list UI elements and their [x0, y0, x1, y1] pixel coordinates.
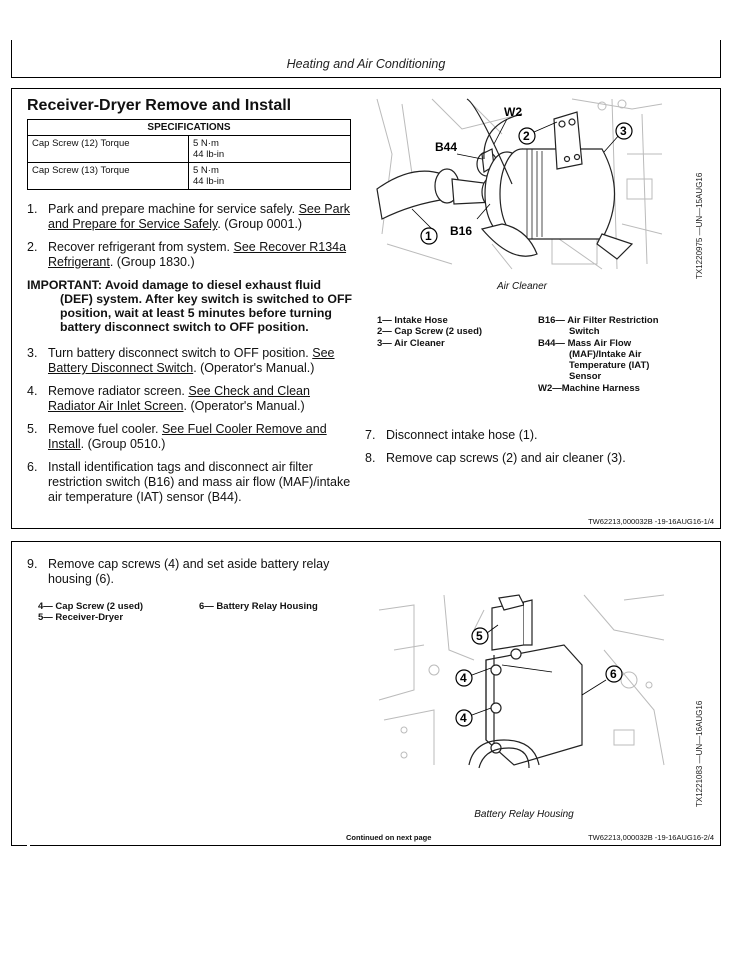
step-number: 8.	[365, 451, 376, 465]
battery-relay-housing-illustration	[374, 590, 674, 770]
step-number: 6.	[27, 460, 38, 474]
step-text: Turn battery disconnect switch to OFF position.	[48, 346, 309, 360]
legend-item: 4— Cap Screw (2 used)	[38, 601, 144, 612]
step-item	[27, 240, 357, 270]
step-text: Park and prepare machine for service safely.	[48, 202, 296, 216]
spec-value	[189, 163, 351, 190]
page-header	[11, 40, 721, 78]
step-link[interactable]: See Fuel Cooler Remove and Install	[48, 422, 327, 451]
step-number: 1.	[27, 202, 38, 216]
step-text: Remove fuel cooler.	[48, 422, 159, 436]
step-number: 5.	[27, 422, 38, 436]
step-text: Remove cap screws (4) and set aside battery relay housing (6).	[48, 557, 330, 586]
step-text: Remove cap screws (2) and air cleaner (3).	[386, 451, 626, 465]
legend-item: 5— Receiver-Dryer	[38, 612, 124, 624]
step-link[interactable]: See Park and Prepare for Service Safely	[48, 202, 351, 231]
callout-1: 1	[425, 229, 432, 243]
legend-right	[199, 601, 349, 612]
step-item	[27, 202, 357, 232]
steps-list-left	[27, 202, 357, 513]
callout-2: 2	[523, 129, 530, 143]
callout-w2: W2	[504, 105, 522, 119]
spec-label: Cap Screw (12) Torque	[28, 136, 189, 163]
step-text: Recover refrigerant from system.	[48, 240, 230, 254]
spec-value-metric: 5 N·m	[193, 165, 219, 176]
legend-left	[38, 601, 188, 624]
step-text: Install identification tags and disconnect air filter restriction switch (B16) and mass air flow (MAF)/intake air temperature (IAT) sensor (B44).	[48, 460, 351, 504]
step-suffix: . (Operator's Manual.)	[183, 399, 305, 413]
step-link[interactable]: See Recover R134a Refrigerant	[48, 240, 347, 269]
step-link[interactable]: See Battery Disconnect Switch	[48, 346, 335, 375]
air-cleaner-illustration	[372, 94, 672, 274]
legend-item: W2—Machine Harness	[538, 382, 640, 394]
step-item	[365, 428, 705, 443]
step-text: Disconnect intake hose (1).	[386, 428, 538, 442]
callout-3: 3	[620, 124, 627, 138]
reference-code: TW62213,000032B -19-16AUG16-2/4	[588, 833, 714, 842]
legend-item: B44— Mass Air Flow (MAF)/Intake Air Temperature (IAT) Sensor	[538, 337, 650, 383]
step-suffix: . (Group 0510.)	[80, 437, 166, 451]
step-item	[27, 384, 357, 414]
spec-header: SPECIFICATIONS	[28, 120, 351, 136]
section-divider	[11, 845, 721, 846]
figure-caption: Air Cleaner	[496, 281, 548, 292]
figure-id: TX1221083 —UN—16AUG16	[695, 700, 704, 807]
specifications-table	[27, 119, 351, 190]
spec-header-row	[28, 120, 351, 136]
steps-list-right	[365, 428, 705, 474]
reference-code: TW62213,000032B -19-16AUG16-1/4	[588, 517, 714, 526]
air-cleaner-drawing	[372, 94, 672, 274]
step-suffix: . (Group 0001.)	[217, 217, 303, 231]
divider-gap	[27, 845, 30, 847]
spec-value-imperial: 44 lb-in	[193, 149, 225, 160]
step-number: 3.	[27, 346, 38, 360]
legend-left	[377, 315, 527, 349]
step-suffix: . (Group 1830.)	[109, 255, 195, 269]
legend-item: 3— Air Cleaner	[377, 337, 445, 349]
spec-value-metric: 5 N·m	[193, 138, 219, 149]
step-item	[27, 346, 357, 376]
callout-4: 4	[460, 711, 467, 725]
spec-label: Cap Screw (13) Torque	[28, 163, 189, 190]
spec-value	[189, 136, 351, 163]
step-text: Remove radiator screen.	[48, 384, 185, 398]
spec-value-imperial: 44 lb-in	[193, 176, 225, 187]
step-number: 4.	[27, 384, 38, 398]
callout-b44: B44	[435, 140, 458, 154]
important-notice: IMPORTANT: Avoid damage to diesel exhaust fluid (DEF) system. After key switch is switched to OFF position, wait at least 5 minutes before turning battery disconnect switch to OFF position.	[27, 278, 353, 334]
step-item	[27, 422, 357, 452]
battery-relay-drawing	[374, 590, 674, 770]
step-suffix: . (Operator's Manual.)	[193, 361, 315, 375]
legend-item: B16— Air Filter Restriction Switch	[538, 315, 659, 338]
step-number: 7.	[365, 428, 376, 442]
step-number: 2.	[27, 240, 38, 254]
legend-item: 2— Cap Screw (2 used)	[377, 326, 483, 338]
step-number: 9.	[27, 557, 38, 571]
callout-6: 6	[610, 667, 617, 681]
legend-item: 1— Intake Hose	[377, 315, 448, 326]
step-item	[27, 460, 357, 505]
step-item	[365, 451, 705, 466]
callout-4: 4	[460, 671, 467, 685]
figure-id: TX1220975 —UN—15AUG16	[695, 172, 704, 279]
figure-caption: Battery Relay Housing	[474, 809, 574, 820]
legend-right	[538, 315, 678, 394]
spec-row	[28, 163, 351, 190]
section-title: Receiver-Dryer Remove and Install	[27, 97, 292, 114]
callout-b16: B16	[450, 224, 473, 238]
section-remove-install-part1	[11, 88, 721, 529]
step-item	[27, 557, 357, 587]
spec-row	[28, 136, 351, 163]
step-link[interactable]: See Check and Clean Radiator Air Inlet Screen	[48, 384, 310, 413]
section-remove-install-part2	[11, 541, 721, 846]
callout-5: 5	[476, 629, 483, 643]
steps-list	[27, 557, 357, 595]
legend-item: 6— Battery Relay Housing	[199, 601, 318, 612]
continued-note: Continued on next page	[346, 833, 432, 842]
header-title: Heating and Air Conditioning	[286, 57, 446, 71]
